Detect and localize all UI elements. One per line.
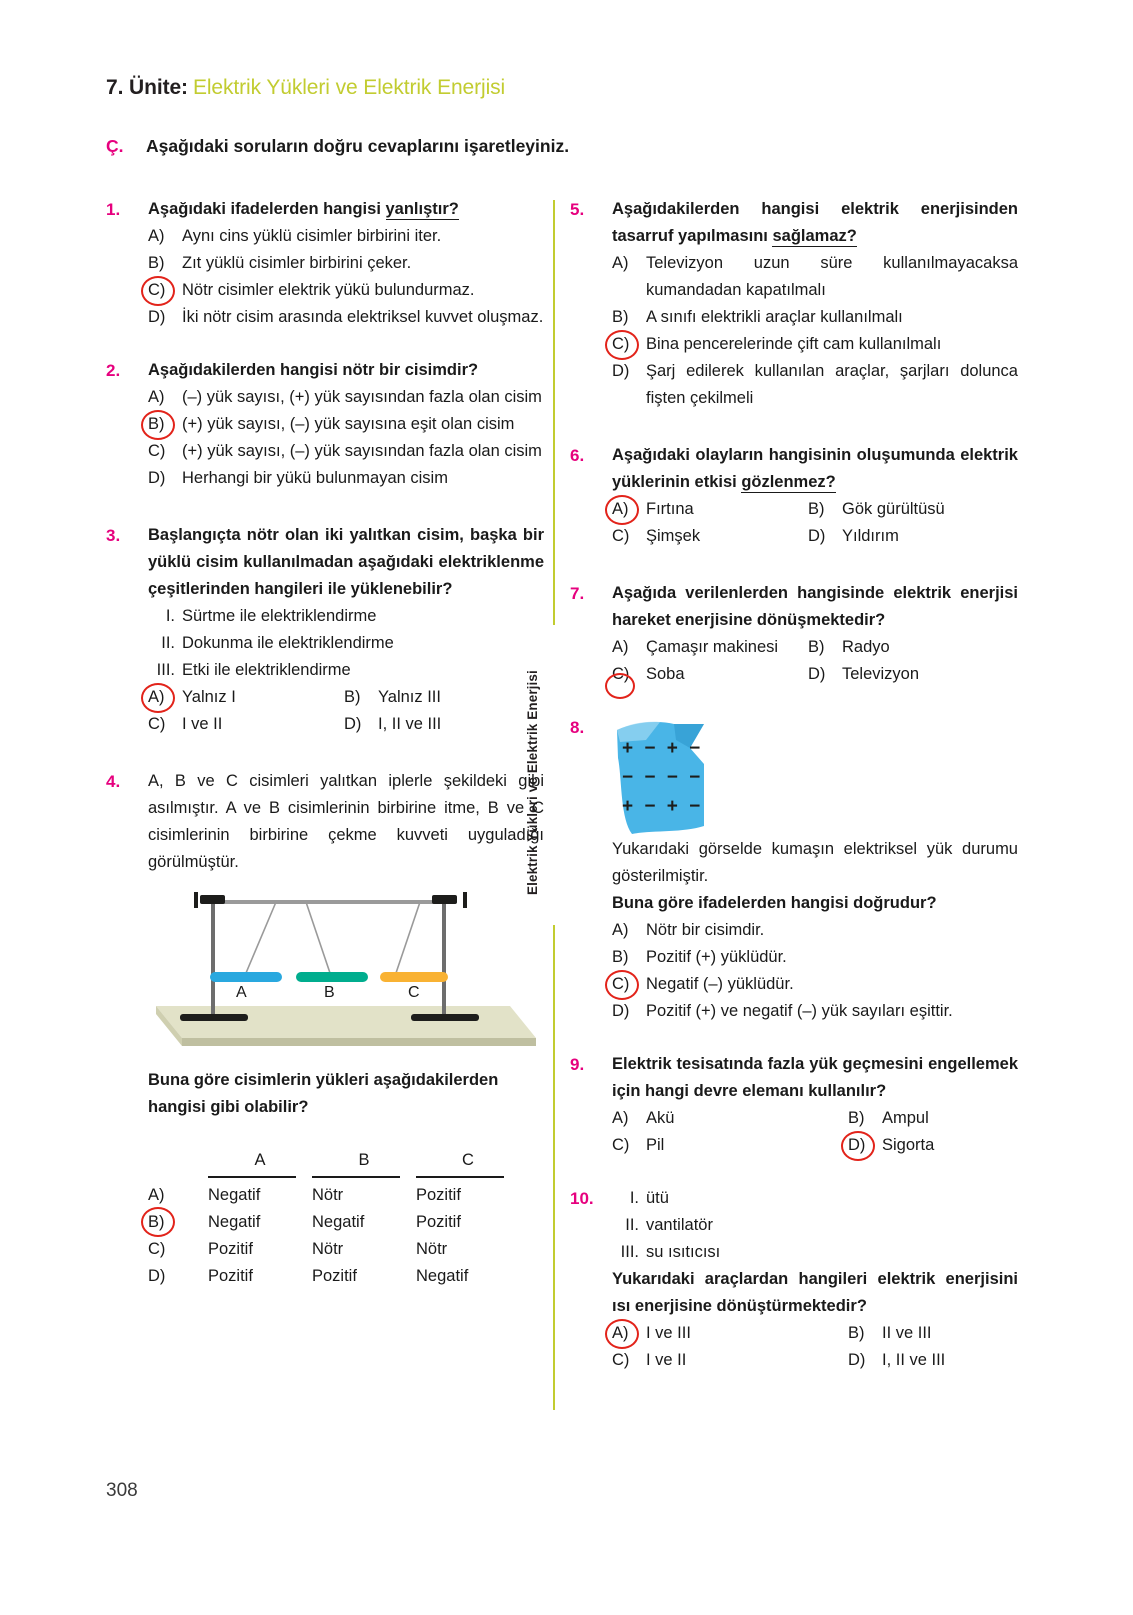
option-8c[interactable] [612, 971, 1018, 998]
table-row[interactable] [148, 1263, 544, 1290]
option-5d[interactable] [612, 358, 1018, 412]
option-6c[interactable] [612, 523, 808, 550]
question-1-stem-underlined: yanlıştır? [385, 200, 459, 218]
bar-b [296, 972, 368, 982]
table-rule [148, 1176, 544, 1178]
unit-label: 7. Ünite: [106, 76, 188, 99]
option-9d-text: Sigorta [882, 1136, 935, 1154]
question-3-options [106, 684, 544, 738]
question-4-table [148, 1147, 544, 1290]
option-7a-text: Çamaşır makinesi [646, 638, 779, 656]
option-2b-key: B) [148, 411, 182, 438]
option-6d[interactable] [808, 523, 899, 550]
option-2a-key: A) [148, 388, 165, 406]
table-row-b-cell-a: Negatif [208, 1212, 261, 1231]
left-column [106, 196, 544, 1290]
option-9d[interactable] [848, 1132, 934, 1159]
option-7a-circle-marker [605, 673, 635, 699]
question-2-stem: Aşağıdakilerden hangisi nötr bir cisimdir? [148, 361, 479, 379]
option-3b-text: Yalnız III [378, 688, 441, 706]
option-9a-text: Akü [646, 1109, 675, 1127]
bar-c-label: C [408, 984, 420, 1001]
question-7-number: 7. [570, 584, 585, 603]
question-3 [106, 522, 544, 738]
option-1d-key: D) [148, 308, 166, 326]
option-5b-text: A sınıfı elektrikli araçlar kullanılmalı [646, 308, 903, 326]
question-9-stem: Elektrik tesisatında fazla yük geçmesini engellemek için hangi devre elemanı kullanılır? [612, 1055, 1018, 1100]
question-9 [570, 1051, 1018, 1159]
question-3-option-row-1 [148, 684, 544, 711]
question-5 [570, 196, 1018, 412]
option-2c[interactable] [148, 438, 544, 465]
question-9-option-row-2 [612, 1132, 1018, 1159]
table-row-d-cell-a: Pozitif [208, 1266, 253, 1285]
option-7c-text: Soba [646, 665, 685, 683]
question-5-number: 5. [570, 200, 585, 219]
question-7-options [570, 634, 1018, 688]
option-5c[interactable] [612, 331, 1018, 358]
question-9-options [570, 1105, 1018, 1159]
table-row-b-cell-b: Negatif [312, 1212, 365, 1231]
option-1a[interactable] [148, 223, 544, 250]
option-9b-text: Ampul [882, 1109, 929, 1127]
roman-item-10-1 [612, 1185, 1018, 1212]
question-6-option-row-1 [612, 496, 1018, 523]
question-10-roman-list [612, 1185, 1018, 1266]
option-2a-text: (–) yük sayısı, (+) yük sayısından fazla olan cisim [182, 388, 542, 406]
question-7-option-row-2 [612, 661, 1018, 688]
question-1-stem-a: Aşağıdaki ifadelerden hangisi [148, 200, 386, 218]
right-column [570, 196, 1018, 1374]
option-3b-key: B) [344, 688, 361, 706]
post-left [211, 898, 215, 1020]
question-4-number: 4. [106, 772, 121, 791]
option-2b[interactable] [148, 411, 544, 438]
roman-item-10-2-key: II. [625, 1216, 639, 1234]
option-8d[interactable] [612, 998, 1018, 1025]
roman-item-3-3-key: III. [156, 661, 175, 679]
option-9a[interactable] [612, 1105, 848, 1132]
roman-item-10-3 [612, 1239, 1018, 1266]
roman-item-3-1-text: Sürtme ile elektriklendirme [182, 607, 377, 625]
option-6b[interactable] [808, 496, 945, 523]
table-row-a-cell-b: Nötr [312, 1185, 344, 1204]
table-row-d-cell-b: Pozitif [312, 1266, 357, 1285]
option-3d[interactable] [344, 711, 441, 738]
option-8d-key: D) [612, 1002, 630, 1020]
option-8a-key: A) [612, 921, 629, 939]
question-8-intro: Yukarıdaki görselde kumaşın elektriksel yük durumu gösterilmiştir. [612, 840, 1018, 885]
question-8-figure-wrap [612, 714, 1018, 836]
charge-row-2: − − − − [622, 767, 704, 788]
option-10a-key: A) [612, 1320, 646, 1347]
question-1-stem [148, 196, 544, 223]
option-10d[interactable] [848, 1347, 945, 1374]
question-5-stem-a: Aşağıdakilerden hangisi elektrik enerjisinden tasarruf yapılmasını [612, 200, 1018, 245]
table-row-c-cell-b: Nötr [312, 1239, 344, 1258]
option-6a-key: A) [612, 496, 646, 523]
bar-a-label: A [236, 984, 247, 1001]
question-10-stem: Yukarıdaki araçlardan hangileri elektrik enerjisini ısı enerjisine dönüştürmektedir? [612, 1270, 1018, 1315]
question-5-options [570, 250, 1018, 412]
question-8-body [570, 836, 1018, 1025]
option-6c-key: C) [612, 527, 630, 545]
question-7-stem: Aşağıda verilenlerden hangisinde elektrik enerjisi hareket enerjisine dönüşmektedir? [612, 584, 1018, 629]
option-10a-text: I ve III [646, 1324, 691, 1342]
option-9c[interactable] [612, 1132, 848, 1159]
table-row-b-cell-c: Pozitif [416, 1212, 461, 1231]
option-3b[interactable] [344, 684, 441, 711]
option-6a[interactable] [612, 496, 808, 523]
option-1b-key: B) [148, 254, 165, 272]
question-4 [106, 768, 544, 1290]
question-6-stem-a: Aşağıdaki olayların hangisinin oluşumunda elektrik yüklerinin etkisi [612, 446, 1018, 491]
base-front-edge [182, 1038, 536, 1046]
question-6 [570, 442, 1018, 550]
section-letter: Ç. [106, 136, 124, 156]
table-header-b: B [358, 1151, 370, 1169]
option-10d-key: D) [848, 1351, 866, 1369]
question-6-options [570, 496, 1018, 550]
question-4-stem: A, B ve C cisimleri yalıtkan iplerle şekildeki gibi asılmıştır. A ve B cisimlerinin birbirine itme, B ve C cisimlerinin birbirine çekme kuvveti uyguladığı görülmüştür. [148, 772, 544, 871]
roman-item-3-2-key: II. [161, 634, 175, 652]
option-6a-text: Fırtına [646, 500, 694, 518]
option-1a-key: A) [148, 227, 165, 245]
question-7 [570, 580, 1018, 688]
option-7d-key: D) [808, 665, 826, 683]
option-1c-text: Nötr cisimler elektrik yükü bulundurmaz. [182, 281, 475, 299]
option-2d[interactable] [148, 465, 544, 492]
roman-item-3-2 [148, 630, 544, 657]
table-rule-a [208, 1176, 296, 1178]
section-instruction-text: Aşağıdaki soruların doğru cevaplarını işaretleyiniz. [146, 136, 570, 156]
table-rule-c [416, 1176, 504, 1178]
roman-item-10-3-text: su ısıtıcısı [646, 1243, 721, 1261]
string-c [396, 902, 420, 973]
table-rule-b [312, 1176, 400, 1178]
foot-left [180, 1014, 248, 1021]
option-9b[interactable] [848, 1105, 929, 1132]
option-6d-key: D) [808, 527, 826, 545]
table-header-a: A [254, 1151, 266, 1169]
question-10-option-row-2 [612, 1347, 1018, 1374]
option-1c[interactable] [148, 277, 544, 304]
option-9c-text: Pil [646, 1136, 665, 1154]
option-7a[interactable] [612, 634, 808, 661]
option-3a-text: Yalnız I [182, 688, 236, 706]
table-row-b-key: B) [148, 1209, 208, 1236]
option-2b-text: (+) yük sayısı, (–) yük sayısına eşit olan cisim [182, 415, 515, 433]
question-1 [106, 196, 544, 331]
question-7-option-row-1 [612, 634, 1018, 661]
option-1c-key: C) [148, 277, 182, 304]
question-10-number: 10. [570, 1189, 594, 1208]
table-row[interactable] [148, 1182, 544, 1209]
option-10b[interactable] [848, 1320, 932, 1347]
question-2-number: 2. [106, 361, 121, 380]
roman-item-10-2-text: vantilatör [646, 1216, 713, 1234]
option-10c-text: I ve II [646, 1351, 687, 1369]
option-7d-text: Televizyon [842, 665, 920, 683]
table-header-row [148, 1147, 544, 1174]
table-row-d-key: D) [148, 1266, 166, 1285]
post-right [442, 898, 446, 1020]
table-row-a-cell-a: Negatif [208, 1185, 261, 1204]
option-3c-key: C) [148, 715, 166, 733]
option-1b[interactable] [148, 250, 544, 277]
roman-item-3-2-text: Dokunma ile elektriklendirme [182, 634, 394, 652]
option-1d[interactable] [148, 304, 544, 331]
option-8d-text: Pozitif (+) ve negatif (–) yük sayıları eşittir. [646, 1002, 953, 1020]
hanging-bars-diagram [138, 888, 538, 1053]
option-1b-text: Zıt yüklü cisimler birbirini çeker. [182, 254, 412, 272]
table-row-c-cell-a: Pozitif [208, 1239, 253, 1258]
option-5d-key: D) [612, 362, 630, 380]
bar-a [210, 972, 282, 982]
option-3a-key: A) [148, 684, 182, 711]
option-2d-key: D) [148, 469, 166, 487]
option-9d-key: D) [848, 1132, 882, 1159]
roman-item-3-1-key: I. [165, 607, 175, 625]
option-6b-key: B) [808, 500, 825, 518]
option-10d-text: I, II ve III [882, 1351, 946, 1369]
table-header-c: C [462, 1151, 474, 1169]
option-9b-key: B) [848, 1109, 865, 1127]
option-2a[interactable] [148, 384, 544, 411]
option-2c-text: (+) yük sayısı, (–) yük sayısından fazla olan cisim [182, 442, 542, 460]
roman-item-3-3-text: Etki ile elektriklendirme [182, 661, 351, 679]
option-3d-text: I, II ve III [378, 715, 442, 733]
option-10c-key: C) [612, 1351, 630, 1369]
string-b [306, 902, 330, 973]
charge-row-1: + − + − [622, 738, 704, 759]
question-3-number: 3. [106, 526, 121, 545]
table-row-a-cell-c: Pozitif [416, 1185, 461, 1204]
clamp-left-cap [194, 892, 198, 908]
option-5d-text: Şarj edilerek kullanılan araçlar, şarjları dolunca fişten çekilmeli [646, 362, 1018, 407]
question-10-body [570, 1266, 1018, 1374]
question-1-options [106, 223, 544, 331]
option-7c[interactable] [612, 661, 808, 688]
question-10-option-row-1 [612, 1320, 1018, 1347]
string-a [246, 902, 276, 973]
table-header-key-spacer [148, 1147, 208, 1174]
option-6b-text: Gök gürültüsü [842, 500, 945, 518]
option-5a-key: A) [612, 254, 629, 272]
table-row-d-cell-c: Negatif [416, 1266, 469, 1285]
table-row[interactable] [148, 1236, 544, 1263]
clamp-left [200, 895, 225, 904]
option-7b[interactable] [808, 634, 890, 661]
question-6-option-row-2 [612, 523, 1018, 550]
table-row-c-key: C) [148, 1239, 166, 1258]
question-2-options [106, 384, 544, 492]
option-7c-key: C) [612, 665, 630, 683]
option-1a-text: Aynı cins yüklü cisimler birbirini iter. [182, 227, 442, 245]
question-2 [106, 357, 544, 492]
option-10b-key: B) [848, 1324, 865, 1342]
option-6c-text: Şimşek [646, 527, 701, 545]
option-9a-key: A) [612, 1109, 629, 1127]
foot-right [411, 1014, 479, 1021]
option-3c[interactable] [148, 711, 344, 738]
roman-item-10-3-key: III. [620, 1243, 639, 1261]
question-4-figure [138, 888, 538, 1053]
option-6d-text: Yıldırım [842, 527, 899, 545]
option-5a-text: Televizyon uzun süre kullanılmayacaksa kumandadan kapatılmalı [646, 254, 1018, 299]
question-6-number: 6. [570, 446, 585, 465]
option-3a[interactable] [148, 684, 344, 711]
option-8a[interactable] [612, 917, 1018, 944]
option-10a[interactable] [612, 1320, 848, 1347]
option-8b-text: Pozitif (+) yüklüdür. [646, 948, 787, 966]
unit-side-tab: Elektrik Yükleri ve Elektrik Enerjisi [525, 670, 540, 895]
page-number: 308 [106, 1480, 138, 1501]
option-8b[interactable] [612, 944, 1018, 971]
roman-item-3-3 [148, 657, 544, 684]
question-8-number: 8. [570, 718, 585, 737]
option-10c[interactable] [612, 1347, 848, 1374]
option-1d-text: İki nötr cisim arasında elektriksel kuvvet oluşmaz. [182, 308, 544, 326]
option-5b[interactable] [612, 304, 1018, 331]
question-8-figure [612, 718, 732, 836]
clamp-right-cap [463, 892, 467, 908]
question-9-option-row-1 [612, 1105, 1018, 1132]
bar-c [380, 972, 448, 982]
option-5c-key: C) [612, 331, 646, 358]
cross-rod [211, 900, 446, 904]
section-instruction [106, 136, 806, 157]
question-4-sub-stem: Buna göre cisimlerin yükleri aşağıdakilerden hangisi gibi olabilir? [148, 1071, 499, 1116]
option-5a[interactable] [612, 250, 1018, 304]
question-3-option-row-2 [148, 711, 544, 738]
charge-row-3: + − + − [622, 796, 704, 817]
question-1-number: 1. [106, 200, 121, 219]
question-8 [570, 714, 1018, 1025]
option-7a-key: A) [612, 638, 629, 656]
clamp-right [432, 895, 457, 904]
question-5-stem-underlined: sağlamaz? [772, 227, 857, 245]
column-divider-gap [548, 625, 562, 925]
question-6-stem-underlined: gözlenmez? [741, 473, 836, 491]
option-7b-key: B) [808, 638, 825, 656]
unit-title: Elektrik Yükleri ve Elektrik Enerjisi [192, 76, 506, 99]
option-10b-text: II ve III [882, 1324, 932, 1342]
cloth-charge-rows [622, 734, 722, 821]
option-3d-key: D) [344, 715, 362, 733]
bar-b-label: B [324, 984, 335, 1001]
roman-item-10-1-key: I. [629, 1189, 639, 1207]
option-8b-key: B) [612, 948, 629, 966]
option-2c-key: C) [148, 442, 166, 460]
table-row[interactable] [148, 1209, 544, 1236]
option-5c-text: Bina pencerelerinde çift cam kullanılmalı [646, 335, 942, 353]
question-3-stem: Başlangıçta nötr olan iki yalıtkan cisim, başka bir yüklü cisim kullanılmadan aşağıdaki elektriklenme çeşitlerinden hangileri ile yüklenebilir? [148, 526, 544, 598]
option-2d-text: Herhangi bir yükü bulunmayan cisim [182, 469, 448, 487]
table-row-c-cell-c: Nötr [416, 1239, 448, 1258]
question-5-stem [612, 196, 1018, 250]
page-header [106, 76, 505, 100]
option-8a-text: Nötr bir cisimdir. [646, 921, 765, 939]
option-7d[interactable] [808, 661, 919, 688]
roman-item-10-1-text: ütü [646, 1189, 669, 1207]
roman-item-3-1 [148, 603, 544, 630]
question-10 [570, 1185, 1018, 1374]
roman-item-10-2 [612, 1212, 1018, 1239]
option-5b-key: B) [612, 308, 629, 326]
option-8c-text: Negatif (–) yüklüdür. [646, 975, 794, 993]
question-3-roman-list [106, 603, 544, 684]
option-7b-text: Radyo [842, 638, 890, 656]
option-8c-key: C) [612, 971, 646, 998]
question-8-stem: Buna göre ifadelerden hangisi doğrudur? [612, 894, 937, 912]
option-3c-text: I ve II [182, 715, 223, 733]
option-9c-key: C) [612, 1136, 630, 1154]
question-9-number: 9. [570, 1055, 585, 1074]
table-row-a-key: A) [148, 1185, 165, 1204]
question-6-stem [612, 442, 1018, 496]
